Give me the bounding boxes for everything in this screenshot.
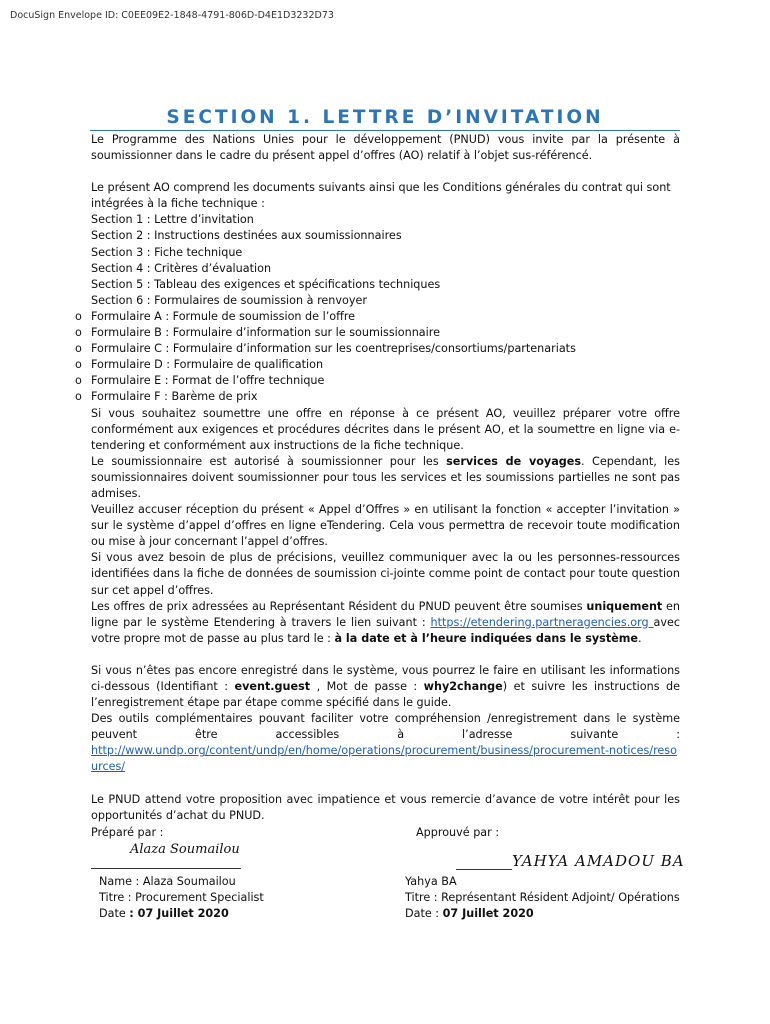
preparer-date bbox=[99, 906, 229, 922]
section-item: Section 2 : Instructions destinées aux soumissionnaires bbox=[91, 229, 402, 243]
offers-text-after-link: avec votre propre mot de passe au plus tard le : bbox=[91, 615, 680, 645]
section-item: Section 1 : Lettre d’invitation bbox=[91, 213, 254, 227]
accept-paragraph: Veuillez accuser réception du présent « Appel d’Offres » en utilisant la fonction « accepter l’invitation » sur le système d’appel d’offres en ligne eTendering. Cela vous permettra de recevoir toute modification ou mise à jour concernant l’appel d’offres. bbox=[91, 503, 680, 549]
register-text: Si vous n’êtes pas encore enregistré dans le système, vous pourrez le faire en utilisant les informations ci-dessous (Identifiant : bbox=[91, 663, 680, 693]
etendering-link[interactable]: https://etendering.partneragencies.org bbox=[430, 615, 654, 629]
services-bold: services de voyages bbox=[446, 454, 582, 468]
preparer-title: Titre : Procurement Specialist bbox=[99, 891, 264, 904]
offers-text-mid: en ligne par le système Etendering à travers le lien suivant : bbox=[91, 599, 680, 629]
register-paragraph bbox=[91, 663, 680, 711]
approver-name: Yahya BA bbox=[405, 875, 457, 888]
offers-text: Les offres de prix adressées au Représentant Résident du PNUD peuvent être soumises bbox=[91, 599, 587, 613]
docusign-envelope-id: DocuSign Envelope ID: C0EE09E2-1848-4791-806D-D4E1D3232D73 bbox=[10, 10, 334, 21]
tools-link-line bbox=[91, 743, 680, 775]
formulaire-item: o Formulaire F : Barème de prix bbox=[91, 389, 680, 405]
documents-intro: Le présent AO comprend les documents suivants ainsi que les Conditions générales du contrat qui sont intégrées à la fiche technique : bbox=[91, 181, 671, 211]
formulaire-item: o Formulaire E : Format de l’offre technique bbox=[91, 373, 680, 389]
offers-text-end: . bbox=[638, 631, 642, 645]
tools-paragraph: Des outils complémentaires pouvant faciliter votre compréhension /enregistrement dans le système peuvent être accessibles à l’adresse suivante : bbox=[91, 712, 680, 742]
approved-by-label: Approuvé par : bbox=[416, 826, 500, 839]
spacer bbox=[91, 647, 680, 663]
services-text-end: . Cependant, les soumissionnaires doivent soumissionner pour tous les services et les soumissions partielles ne sont pas admises. bbox=[91, 454, 681, 500]
submit-paragraph: Si vous souhaitez soumettre une offre en réponse à ce présent AO, veuillez préparer votre offre conformément aux exigences et procédures décrites dans le présent AO, et la soumettre en ligne via e-tendering et conformément aux instructions de la fiche technique. bbox=[91, 406, 680, 452]
signature-line-right bbox=[456, 869, 512, 870]
formulaire-item: o Formulaire D : Formulaire de qualification bbox=[91, 357, 680, 373]
contact-paragraph: Si vous avez besoin de plus de précisions, veuillez communiquer avec la ou les personnes-ressources identifiées dans la fiche de données de soumission ci-jointe comme point de contact pour toute question sur cet appel d’offres. bbox=[91, 551, 680, 597]
formulaire-item: o Formulaire C : Formulaire d’information sur les coentreprises/consortiums/partenariats bbox=[91, 341, 680, 357]
undp-resources-link[interactable]: http://www.undp.org/content/undp/en/home/operations/procurement/business/procurement-notices/resources/ bbox=[91, 744, 677, 774]
spacer bbox=[91, 164, 680, 180]
section-title: SECTION 1. LETTRE D’INVITATION bbox=[90, 107, 680, 131]
preparer-date-value: : 07 Juillet 2020 bbox=[129, 907, 229, 920]
section-item: Section 6 : Formulaires de soumission à renvoyer bbox=[91, 293, 367, 307]
preparer-name: Name : Alaza Soumailou bbox=[99, 875, 236, 888]
approver-date-value: 07 Juillet 2020 bbox=[442, 907, 534, 920]
preparer-date-label: Date bbox=[99, 907, 130, 920]
register-text-end: ) et suivre les instructions de l’enregistrement étape par étape comme spécifié dans le guide. bbox=[91, 680, 680, 710]
signature-right: YAHYA AMADOU BA bbox=[512, 852, 685, 870]
approver-date-label: Date : bbox=[405, 907, 443, 920]
prepared-by-label: Préparé par : bbox=[91, 826, 164, 839]
login-id: event.guest bbox=[234, 680, 311, 693]
intro-paragraph: Le Programme des Nations Unies pour le développement (PNUD) vous invite par la présente à soumissionner dans le cadre du présent appel d’offres (AO) relatif à l’objet sus-référencé. bbox=[91, 133, 680, 163]
spacer bbox=[91, 776, 680, 792]
services-paragraph bbox=[91, 454, 680, 502]
formulaire-item: o Formulaire A : Formule de soumission de l’offre bbox=[91, 309, 680, 325]
services-text: Le soumissionnaire est autorisé à soumissionner pour les bbox=[91, 454, 447, 468]
section-item: Section 5 : Tableau des exigences et spécifications techniques bbox=[91, 277, 441, 291]
closing-paragraph: Le PNUD attend votre proposition avec impatience et vous remercie d’avance de votre intérêt pour les opportunités d’achat du PNUD. bbox=[91, 792, 680, 822]
offers-bold-uniquement: uniquement bbox=[586, 599, 663, 613]
offers-bold-deadline: à la date et à l’heure indiquées dans le système bbox=[334, 631, 638, 645]
register-text-mid: , Mot de passe : bbox=[310, 680, 424, 693]
offers-paragraph bbox=[91, 599, 680, 647]
login-password: why2change bbox=[423, 680, 503, 693]
sections-list bbox=[91, 212, 680, 309]
section-item: Section 4 : Critères d’évaluation bbox=[91, 261, 272, 275]
signature-left: Alaza Soumailou bbox=[130, 842, 240, 857]
approver-title: Titre : Représentant Résident Adjoint/ Opérations bbox=[405, 891, 680, 904]
approver-date bbox=[405, 906, 534, 922]
formulaires-list bbox=[91, 309, 680, 406]
signature-line-left bbox=[91, 868, 241, 869]
section-item: Section 3 : Fiche technique bbox=[91, 245, 243, 259]
formulaire-item: o Formulaire B : Formulaire d’information sur le soumissionnaire bbox=[91, 325, 680, 341]
letter-body bbox=[91, 132, 680, 824]
